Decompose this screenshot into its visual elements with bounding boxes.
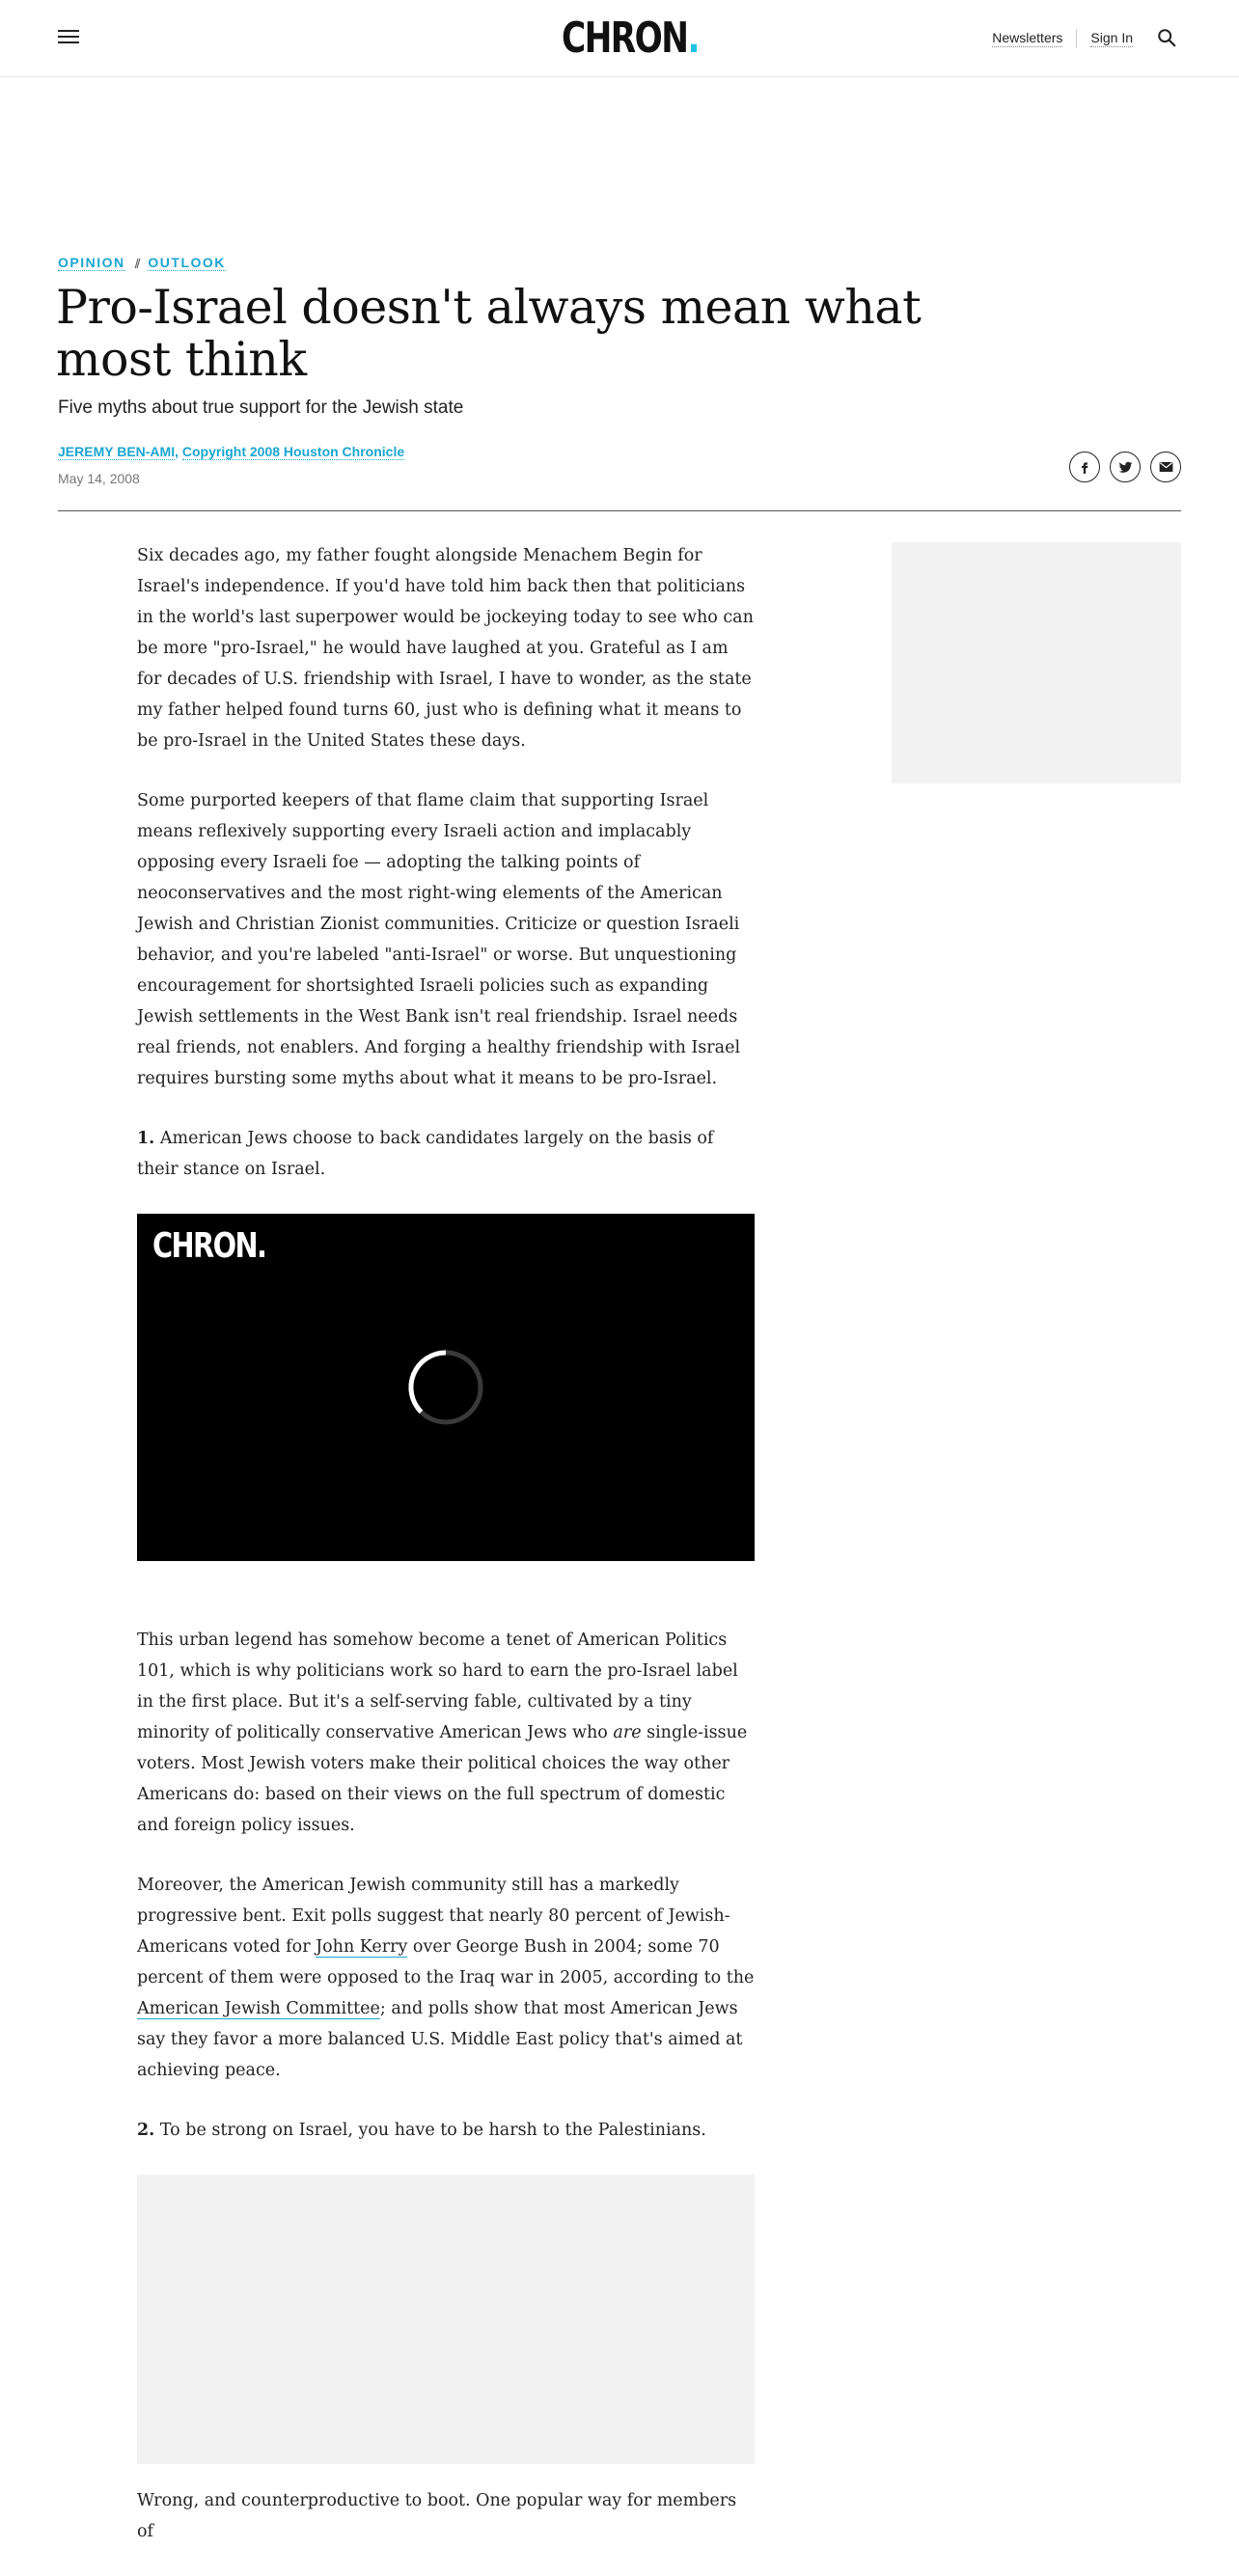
section-opinion-link[interactable]: OPINION: [58, 255, 125, 270]
header-rule: [58, 510, 1181, 511]
myth-text: To be strong on Israel, you have to be harsh to the Palestinians.: [159, 2121, 706, 2140]
twitter-share-button[interactable]: [1110, 452, 1141, 482]
paragraph: Some purported keepers of that flame claim that supporting Israel means reflexively supporting every Israeli action and implacably opposing every Israeli foe — adopting the talking points of neoconservatives and the most right-wing elements of the American Jewish and Christian Zionist communities. Criticize or question Israeli behavior, and you're labeled "anti-Israel" or worse. But unquestioning encouragement for shortsighted Israeli policies such as expanding Jewish settlements in the West Bank isn't real friendship. Israel needs real friends, not enablers. And forging a healthy friendship with Israel requires bursting some myths about what it means to be pro-Israel.: [137, 791, 741, 1088]
facebook-share-button[interactable]: [1069, 452, 1100, 482]
logo-text: CHRON: [562, 14, 688, 63]
john-kerry-link[interactable]: John Kerry: [316, 1937, 408, 1957]
myth-text: American Jews choose to back candidates largely on the basis of their stance on Israel.: [137, 1129, 714, 1179]
search-icon[interactable]: [1156, 27, 1177, 48]
myth-number: 1.: [137, 1129, 155, 1148]
video-logo: CHRON.: [152, 1226, 266, 1266]
share-buttons: [1069, 452, 1181, 482]
byline-comma: ,: [175, 444, 179, 459]
sidebar-ad-slot: [892, 542, 1181, 783]
text-run: single-issue voters. Most Jewish voters make their political choices the way other Americans do: based on their views on the full spectrum of domestic and foreign policy issues.: [137, 1723, 748, 1835]
envelope-icon: [1159, 461, 1173, 473]
myth-number: 2.: [137, 2121, 155, 2140]
breadcrumb-separator: //: [134, 255, 139, 271]
section-breadcrumb: [58, 255, 226, 271]
facebook-icon: [1078, 460, 1091, 474]
article-title: Pro-Israel doesn't always mean what most think: [56, 280, 922, 387]
emphasis: are: [613, 1723, 642, 1742]
section-outlook-link[interactable]: OUTLOOK: [148, 255, 226, 270]
article-body: [137, 540, 755, 2576]
site-logo[interactable]: [562, 14, 699, 64]
american-jewish-committee-link[interactable]: American Jewish Committee: [137, 1999, 380, 2018]
site-header: [0, 0, 1239, 77]
twitter-icon: [1118, 460, 1133, 475]
paragraph: [137, 1625, 755, 1841]
sign-in-link[interactable]: Sign In: [1090, 30, 1133, 45]
article-subtitle: Five myths about true support for the Jewish state: [58, 397, 464, 418]
text-run: This urban legend has somehow become a tenet of American Politics 101, which is why politicians work so hard to earn the pro-Israel label in the first place. But it's a self-serving fable, cultivated by a tiny minority of politically conservative American Jews who: [137, 1631, 738, 1742]
newsletters-link[interactable]: Newsletters: [992, 30, 1063, 45]
video-player[interactable]: [137, 1214, 755, 1561]
email-share-button[interactable]: [1150, 452, 1181, 482]
text-run: ; and polls show that most American Jews say they favor a more balanced U.S. Middle East policy that's aimed at achieving peace.: [137, 1999, 743, 2080]
header-links: [992, 29, 1133, 48]
paragraph: [137, 1870, 755, 2086]
menu-icon[interactable]: [58, 30, 79, 45]
header-divider: [1076, 29, 1077, 48]
text-run: over George Bush in 2004; some 70 percent of them were opposed to the Iraq war in 2005, according to the: [137, 1937, 755, 1987]
text-run: Moreover, the American Jewish community still has a markedly progressive bent. Exit polls suggest that nearly 80 percent of Jewish-Americans voted for: [137, 1876, 730, 1957]
paragraph: Six decades ago, my father fought alongside Menachem Begin for Israel's independence. If you'd have told him back then that politicians in the world's last superpower would be jockeying today to see who can be more "pro-Israel," he would have laughed at you. Grateful as I am for decades of U.S. friendship with Israel, I have to wonder, as the state my father helped found turns 60, just who is defining what it means to be pro-Israel in the United States these days.: [137, 546, 754, 751]
logo-dot: .: [687, 14, 699, 63]
myth-heading: [137, 2115, 755, 2146]
copyright-link[interactable]: Copyright 2008 Houston Chronicle: [181, 444, 405, 459]
publish-date: May 14, 2008: [58, 471, 140, 486]
myth-heading: [137, 1123, 755, 1185]
author-link[interactable]: JEREMY BEN-AMI: [58, 444, 176, 459]
loading-spinner-icon: [407, 1349, 484, 1426]
paragraph: Wrong, and counterproductive to boot. One popular way for members of: [137, 2491, 737, 2541]
byline: [58, 444, 404, 459]
inline-ad-slot: [137, 2175, 755, 2464]
